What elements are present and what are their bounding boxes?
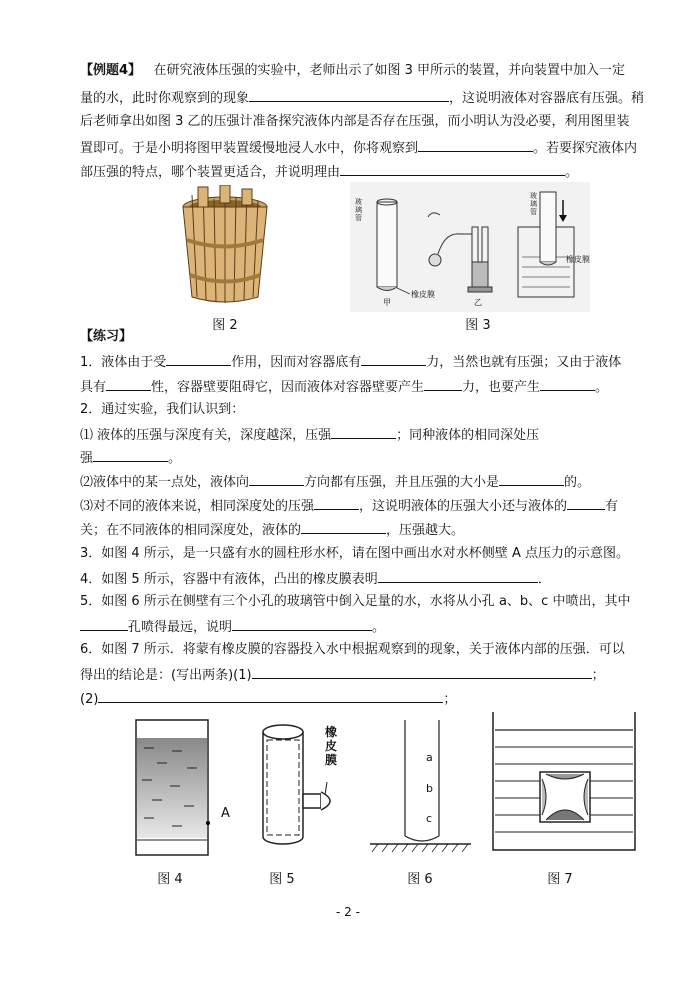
answer-blank[interactable] (540, 377, 595, 391)
answer-blank[interactable] (340, 162, 565, 176)
q1-text: 作用，因而对容器底有 (231, 355, 362, 370)
fig6-caption: 图 6 (407, 872, 433, 887)
q1-text: 1．液体由于受 (80, 355, 167, 370)
pressure-apparatus-figure (350, 182, 590, 312)
q6-line2 (80, 665, 660, 685)
label-jia: 甲 (383, 298, 391, 307)
q2-text: 方向都有压强，并且压强的大小是 (304, 475, 500, 490)
hole-c-label: c (426, 812, 433, 825)
q2-text: ，压强越大。 (386, 523, 465, 538)
answer-blank[interactable] (232, 617, 372, 631)
example4-text2a: 量的水，此时你观察到的现象 (80, 91, 250, 106)
example4-line4 (80, 138, 660, 158)
q5-text: 孔喷得最远，说明 (128, 620, 233, 635)
q1-line1 (80, 352, 660, 372)
q5-text: 5．如图 6 所示在侧壁有三个小孔的玻璃管中倒入足量的水，水将从小孔 a、b、c 中喷出，其中 (80, 594, 631, 609)
answer-blank[interactable] (166, 352, 231, 366)
q2-line (80, 401, 660, 419)
example4-line1 (80, 62, 660, 80)
answer-blank[interactable] (418, 138, 533, 152)
q3-line (80, 545, 660, 563)
q6-text: 6．如图 7 所示．将蒙有橡皮膜的容器投入水中根据观察到的现象，关于液体内部的压强．可以 (80, 642, 625, 657)
fig7-caption: 图 7 (547, 872, 573, 887)
hole-b-label: b (426, 782, 433, 795)
answer-blank[interactable] (301, 520, 386, 534)
example4-text2b: ，这说明液体对容器底有压强。稍 (449, 91, 645, 106)
q2-text: 的。 (564, 475, 591, 490)
label-rubber-film: 橡皮膜 (566, 255, 590, 264)
fig4-caption: 图 4 (157, 872, 183, 887)
answer-blank[interactable] (361, 352, 426, 366)
immersed-box-figure (490, 712, 640, 857)
hole-a-label: a (426, 751, 433, 764)
q6-text: (2) (80, 692, 99, 707)
label-yi: 乙 (474, 298, 482, 307)
q6-line1 (80, 641, 660, 659)
q1-text: 具有 (80, 380, 107, 395)
q2-1-line2 (80, 448, 660, 468)
wooden-bucket-figure (170, 185, 280, 310)
answer-blank[interactable] (567, 496, 605, 510)
q1-text: 力，当然也就有压强；又由于液体 (426, 355, 622, 370)
example4-text1: 在研究液体压强的实验中，老师出示了如图 3 甲所示的装置，并向装置中加入一定 (153, 63, 625, 78)
q2-3-line1 (80, 496, 660, 516)
q2-text: ⑵液体中的某一点处，液体向 (80, 475, 250, 490)
q2-text: 有 (605, 499, 619, 514)
q6-text: ； (443, 692, 457, 707)
q4-text: 4．如图 5 所示，容器中有液体，凸出的橡皮膜表明 (80, 572, 378, 587)
example4-text4a: 置即可。于是小明将图甲装置缓慢地浸人水中，你将观察到 (80, 141, 419, 156)
point-a-label: A (221, 806, 230, 821)
example4-line3 (80, 113, 660, 131)
tube-with-holes-figure (368, 718, 473, 858)
answer-blank[interactable] (499, 472, 564, 486)
q6-text: ； (591, 668, 605, 683)
q2-text: 强 (80, 451, 94, 466)
q5-text: 。 (372, 620, 386, 635)
practice-header (80, 328, 660, 346)
q6-line3 (80, 689, 660, 709)
practice-label: 【练习】 (80, 329, 133, 344)
answer-blank[interactable] (378, 569, 538, 583)
q3-text: 3．如图 4 所示，是一只盛有水的圆柱形水杯，请在图中画出水对水杯侧壁 A 点压力的示意图。 (80, 546, 629, 561)
q2-text: 关；在不同液体的相同深度处，液体的 (80, 523, 302, 538)
answer-blank[interactable] (106, 377, 151, 391)
q4-line (80, 569, 660, 589)
label-glass-tube: 玻璃管 (530, 192, 537, 216)
answer-blank[interactable] (314, 496, 359, 510)
q5-line1 (80, 593, 660, 611)
example4-text3: 后老师拿出如图 3 乙的压强计准备探究液体内部是否存在压强，而小明认为没必要，利用图里装 (80, 114, 630, 129)
answer-blank[interactable] (424, 377, 462, 391)
q4-text: ． (537, 572, 551, 587)
q2-text: 2．通过实验，我们认识到： (80, 402, 245, 417)
q2-text: ⑴ 液体的压强与深度有关，深度越深，压强 (80, 428, 332, 443)
q2-1-line1 (80, 425, 660, 445)
q2-2-line (80, 472, 660, 492)
rubber-film-label: 橡皮膜 (325, 725, 338, 767)
example4-text4b: 。若要探究液体内 (533, 141, 638, 156)
q2-text: ；同种液体的相同深处压 (396, 428, 540, 443)
label-glass-tube: 玻璃管 (355, 198, 362, 222)
q2-text: 。 (168, 451, 182, 466)
page-number: - 2 - (336, 905, 360, 919)
example4-text5a: 部压强的特点，哪个装置更适合，并说明理由 (80, 165, 341, 180)
q2-text: ，这说明液体的压强大小还与液体的 (359, 499, 568, 514)
q2-text: ⑶对不同的液体来说，相同深度处的压强 (80, 499, 315, 514)
answer-blank[interactable] (98, 689, 443, 703)
q2-3-line2 (80, 520, 660, 540)
answer-blank[interactable] (80, 617, 128, 631)
fig2-caption: 图 2 (212, 318, 238, 333)
q1-text: 力，也要产生 (462, 380, 541, 395)
fig5-caption: 图 5 (269, 872, 295, 887)
example4-line5 (80, 162, 660, 182)
example4-text5b: 。 (565, 165, 579, 180)
example4-label: 【例题4】 (80, 63, 142, 78)
answer-blank[interactable] (249, 88, 449, 102)
q1-text: 。 (595, 380, 609, 395)
answer-blank[interactable] (331, 425, 396, 439)
q6-text: 得出的结论是：(写出两条)(1) (80, 668, 252, 683)
fig3-caption: 图 3 (465, 318, 491, 333)
q5-line2 (80, 617, 660, 637)
answer-blank[interactable] (252, 665, 592, 679)
label-rubber-film: 橡皮膜 (411, 290, 435, 299)
answer-blank[interactable] (249, 472, 304, 486)
water-cup-figure (132, 718, 242, 858)
example4-line2 (80, 88, 660, 108)
answer-blank[interactable] (93, 448, 168, 462)
q1-text: 性，容器壁要阻碍它，因而液体对容器壁要产生 (151, 380, 425, 395)
q1-line2 (80, 377, 660, 397)
